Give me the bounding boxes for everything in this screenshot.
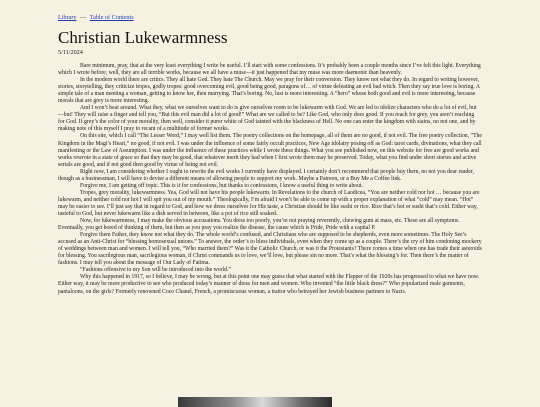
paragraph: Why this happened in 1917, so I believe, I may be wrong, but at this point one may guess that what started with the Flapper of the 1920s has progressed to what we have now. Either way, it may be more productive to see who produced today’s manner of dress for men and women. Who invented “the little black dress?” Who popularized male garments, pantaloons, on the girls? Formerly renowned Coco Chanel, French, a promiscuous woman, a traitor who betrayed her Jewish business partners to Nazis. xyxy=(58,274,479,295)
paragraph: Right now, I am considering whether I ought to rewrite the evil works I currently have displayed. I certainly don’t recommend that people buy them, no not you dear reader, though as a businessman, I will have to devise a different means of allowing people to support my work. Maybe a Patreon, or a Buy Me a Coffee link. xyxy=(58,168,474,182)
paragraph: And I won’t beat around. What they, what we ourselves want to do is give ourselves room to be lukewarm with God. We are led to idolize characters who do a lot of evil, but—but! They will raise a finger and tell you, “But this evil man did a lot of good!” What are we called to be? Like God, who only does good. If you reach for grey, you aren’t reaching for God. If grey’s the color of your morality, then well, consider it purer white of God tainted with the blackness of Hell. No one can enter the kingdom with stains, no not one, and by making note of this myself I pray to recant of a multitude of former works. xyxy=(58,105,477,133)
breadcrumb xyxy=(58,14,482,22)
table-of-contents-link[interactable]: Table of Contents xyxy=(89,14,134,21)
library-link[interactable]: Library xyxy=(58,14,77,21)
paragraph: Bare minimum, pray, that at the very least everything I write be useful. I’ll start with some confessions. It’s probably been a couple months since I’ve felt this light. Everything which I wrote before, well, they are all terrible works, because we all have a muse—it just happened that my muse was more daemonic than heavenly. xyxy=(58,63,481,77)
paragraph: Forgive me, I am getting off topic. This is it for confessions, but thanks to confessions, I know a useful thing to write about. xyxy=(80,182,364,189)
paragraph: In the modern world there are critics. They all hate God. They hate The Church. May we pray for their conversion. They know not what they do. In regard to writing however, stories, storytelling, they criticize tropes, godly tropes: good overcoming evil, good being good, paragons of… of virtue defeating an evil bad witch. Then they say true love is boring. A simple tale of a man meeting a woman, getting to know her, then marrying. That’s boring. No, lust is more interesting. A “hero” whose both good and evil is more interesting, because morals that are grey is more interesting. xyxy=(58,77,480,105)
paragraph: On this site, which I call “The Lesser Word,” I may well list them. The poetry collections on the homepage, all of them are no good, if not evil. The free poetry collection, “The Kingdom in the Magi’s Heart,” no good, if not evil. I was under the influence of some fairly occult practices, New Age idolatry posing off as God: tarot cards, divinations, what they call manifesting or the Law of Assumption. I was under the influence of these practices while I wrote these things. What you see published now, on this website for free are good works and works rewrote in a state of grace so that they may be good, that whatever merit they had when I first wrote them may be preserved. Today, what you find under short stories and active serials are good, and if not good then good by virtue of being not evil. xyxy=(58,133,482,168)
paragraph: “Fashions offensive to my Son will be introduced into the world.” xyxy=(80,267,231,274)
breadcrumb-separator: — xyxy=(80,14,87,21)
paragraph: Now, for lukewarmness, I may make the obvious accusations. You dress too poorly, you’re not praying reverently, chewing gum at mass, etc. These are all symptoms. Eventually, you get bored of thinking of them, but then as you pray you realize the disease, the cause which is Pride, Pride with a capital P. xyxy=(58,218,460,232)
article-body xyxy=(58,63,482,296)
paragraph: Tropes, grey morality, lukewarmness. Yea, God will not have his people lukewarm. In Revelations to the church of Laodicea, “You are neither cold nor hot … because you are lukewarm, and neither cold nor hot I will spit you out of my mouth.” Theologically, I’m afraid I won’t be able to come up with a proper explanation of what “cold” may mean. “Hot” may be easier to see. I’ll just say that in regard to God, and how we dress ourselves for His taste, a Christian should be like sushi or rice. Rice that’s hot or sushi that’s cold. Either way, tasteful to God, but never lukewarm like a dish served in between, like a pot of rice still soaked. xyxy=(58,189,480,217)
page-title: Christian Lukewarmness xyxy=(58,28,228,47)
article-image xyxy=(178,397,332,407)
paragraph: Forgive them Father, they know not what they do. The whole world’s confused, and Christians who are supposed to be shepherds, even more sometimes. The Holy See’s accused as an Anti-Christ for “blessing homosexual unions.” To answer, the order’s to bless individuals, even when they come up as a couple. There’s the cry of him condoning mockery of weddings between man and women. I will tell you, “Who married them?” Was it the Catholic Church, or was it the Protestants? There comes a time when one has trade their asteroids for blessing. You sacrilegious man, sacrilegious woman, if Christ commands us to love, we’ll love, but please sin no more. That’s what the blessing’s for. Then there’s the matter of fashions. I may tell you about the message of Our Lady of Fatima. xyxy=(58,232,482,267)
post-date: 5/11/2024 xyxy=(58,49,83,56)
